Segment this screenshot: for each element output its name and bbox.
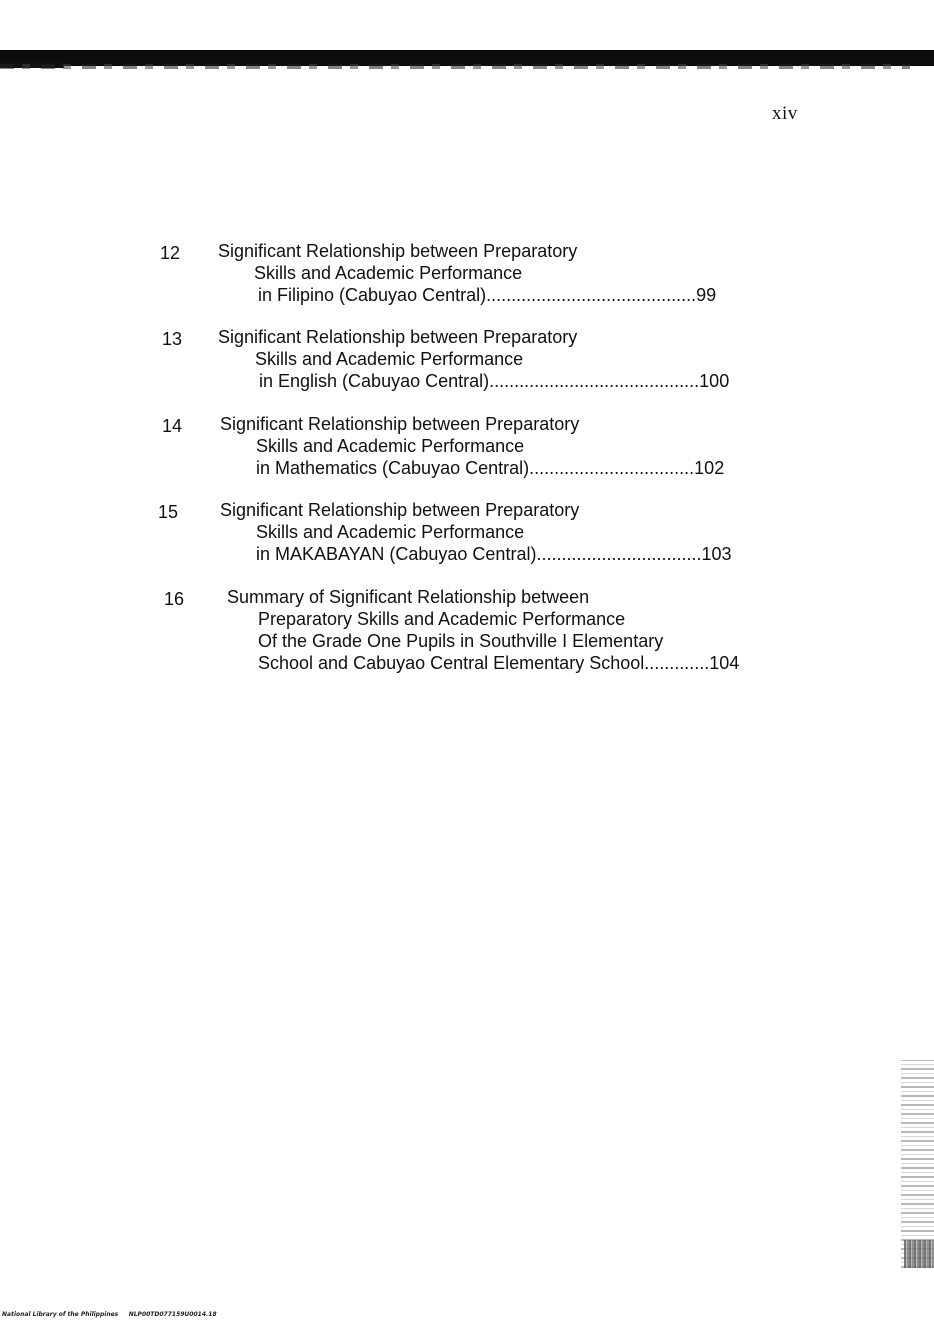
entry-title-line: Skills and Academic Performance [254,263,523,283]
scan-edge-noise [901,1060,934,1268]
page-number: xiv [772,103,798,124]
entry-title-line-last [259,371,729,393]
entry-title-line: Skills and Academic Performance [256,436,525,456]
dot-leader: .......................................... [486,285,697,305]
entry-number: 14 [162,416,183,436]
entry-page-number: 100 [699,371,730,391]
entry-number: 16 [164,589,185,609]
entry-title-text: in Mathematics (Cabuyao Central) [256,458,530,478]
footer-code: NLP00TD077159U0014.18 [128,1311,217,1318]
entry-title-line-last [258,653,739,675]
footer-library: National Library of the Philippines [2,1311,119,1318]
dot-leader: .......................................... [489,371,700,391]
entry-page-number: 99 [696,285,717,305]
dot-leader: ............. [644,653,710,673]
entry-page-number: 102 [694,458,725,478]
scan-top-border-fringe [0,64,910,69]
entry-title-line: Significant Relationship between Preparatory [220,500,580,520]
scan-footer [2,1311,217,1318]
entry-title-line-last [258,285,716,307]
entry-title-text: in MAKABAYAN (Cabuyao Central) [256,544,537,564]
entry-title-line: Skills and Academic Performance [255,349,524,369]
entry-title-line: Of the Grade One Pupils in Southville I Elementary [258,631,664,651]
entry-title-line: Significant Relationship between Preparatory [220,414,580,434]
entry-title-line: Summary of Significant Relationship between [227,587,590,607]
entry-title-line: Skills and Academic Performance [256,522,525,542]
entry-title-text: in English (Cabuyao Central) [259,371,490,391]
entry-title-line: Preparatory Skills and Academic Performance [258,609,626,629]
entry-page-number: 104 [709,653,740,673]
entry-number: 13 [162,329,183,349]
dot-leader: ................................. [536,544,702,564]
entry-title-line-last [256,544,732,566]
entry-title-line-last [256,458,724,480]
entry-page-number: 103 [701,544,732,564]
entry-title-text: in Filipino (Cabuyao Central) [258,285,487,305]
scan-edge-noise-dark [904,1240,934,1268]
entry-number: 15 [158,502,179,522]
dot-leader: ................................. [529,458,695,478]
entry-title-line: Significant Relationship between Preparatory [218,241,578,261]
entry-title-line: Significant Relationship between Preparatory [218,327,578,347]
entry-title-text: School and Cabuyao Central Elementary School [258,653,645,673]
entry-number: 12 [160,243,181,263]
